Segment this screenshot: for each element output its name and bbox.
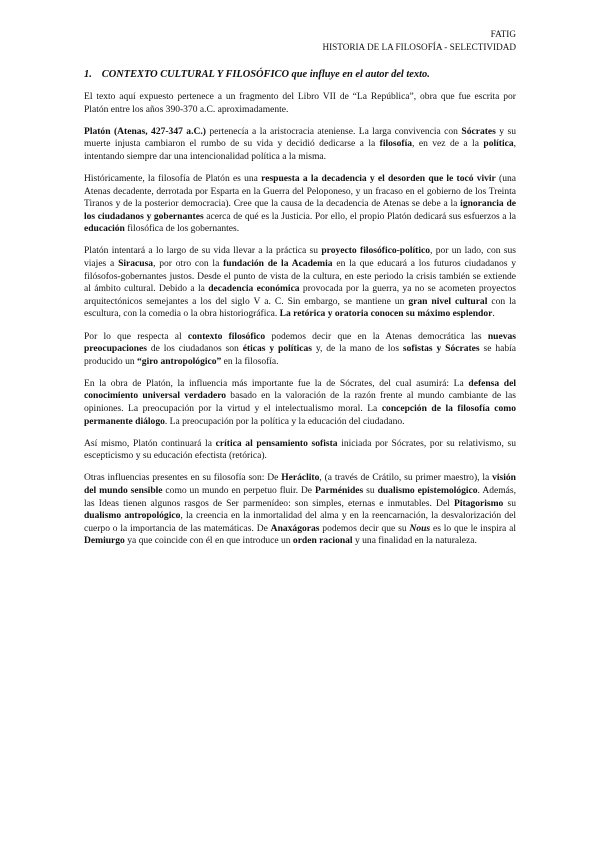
text: como un mundo en perpetuo fluir. De — [162, 484, 315, 496]
text: , intentando siempre dar una intencionalidad política a la misma. — [84, 138, 517, 162]
bold-text: sofistas y Sócrates — [402, 343, 480, 355]
bold-text: Demiurgo — [84, 535, 125, 547]
bold-text: dualismo antropológico — [84, 510, 181, 522]
paragraph-historical — [84, 173, 516, 236]
header-course: HISTORIA DE LA FILOSOFÍA - SELECTIVIDAD — [322, 42, 516, 52]
text: ya que coincide con él en que introduce un — [124, 535, 293, 547]
text: basado en la valoración de la razón frente al mundo cambiante de las opiniones. La preocupación por la virtud y el intelectualismo moral. La — [84, 390, 516, 414]
bold-text: decadencia económica — [208, 283, 300, 295]
bold-italic-text: Nous — [409, 522, 431, 534]
text: y una finalidad en la naturaleza. — [352, 535, 477, 547]
paragraph-intro — [84, 91, 516, 116]
text: en la que educará a los futuros ciudadanos y filósofos-gobernantes justos. Desde el punto de vista de la cultura, en este periodo la crisis también se extiende al ámbito cultural. Debido a la — [84, 258, 517, 295]
bold-text: proyecto filosófico-político — [321, 245, 431, 257]
text: su — [363, 484, 378, 496]
paragraph-sophist-critique — [84, 438, 516, 463]
bold-text: Platón (Atenas, 427-347 a.C.) — [84, 125, 206, 137]
bold-text: contexto filosófico — [187, 330, 266, 342]
bold-text: respuesta a la decadencia y el desorden que le tocó vivir — [261, 172, 496, 184]
text: provocada por la guerra, ya no se acometen proyectos arquitectónicos semejantes a los del siglo V a. C. Sin embargo, se mantiene un — [84, 283, 516, 307]
bold-text: fundación de la Academia — [223, 258, 333, 270]
bold-text: “giro antropológico” — [137, 355, 222, 367]
bold-text: Heráclito — [281, 472, 320, 484]
text: y, de la mano de los — [311, 343, 403, 355]
bold-text: concepción de la filosofía como permanente diálogo — [84, 402, 517, 427]
text: se había producido un — [84, 343, 517, 367]
page-header — [84, 28, 516, 54]
text: El texto aquí expuesto pertenece a un fragmento del Libro VII de “La República”, obra que fue escrita por Platón entre los años 390-370 a.C. aproximadamente. — [84, 91, 516, 115]
bold-text: nuevas preocupaciones — [84, 330, 516, 355]
bold-text: gran nivel cultural — [408, 295, 488, 307]
bold-text: visión del mundo sensible — [84, 472, 516, 496]
text: su — [503, 497, 516, 509]
section-title — [84, 68, 516, 82]
text: es lo que le inspira al — [430, 522, 517, 534]
paragraph-project — [84, 245, 516, 321]
text: Históricamente, la filosofía de Platón es una — [84, 172, 262, 184]
text: , por otro con la — [153, 258, 224, 270]
text: En la obra de Platón, la influencia más importante fue la de Sócrates, del cual asumirá: La — [84, 377, 469, 389]
text: (una Atenas decadente, derrotada por Esparta en la Guerra del Peloponeso, y un fracaso en el gobierno de los Treinta Tiranos y de la posterior democracia). Cree que la causa de la decadencia de Atenas se debe a la — [84, 172, 516, 210]
text: podemos decir que en la Atenas democrática las — [265, 330, 488, 342]
bold-text: Parménides — [314, 484, 364, 496]
bold-text: Anaxágoras — [270, 522, 320, 534]
text: Platón intentará a lo largo de su vida llevar a la práctica su — [84, 245, 322, 257]
bold-text: Sócrates — [461, 125, 496, 137]
bold-text: dualismo epistemológico — [377, 484, 478, 496]
text: iniciada por Sócrates, por su relativismo, su escepticismo y su educación efectista (retórica). — [84, 437, 517, 462]
text: pertenecía a la aristocracia ateniense. La larga convivencia con — [205, 125, 462, 137]
text: . — [492, 308, 495, 320]
bold-text: ignorancia de los ciudadanos y gobernantes — [84, 198, 516, 222]
bold-text: Pitagorismo — [454, 497, 504, 509]
paragraph-other-influences — [84, 472, 516, 548]
bold-text: éticas y políticas — [242, 343, 312, 355]
text: Así mismo, Platón continuará la — [84, 437, 216, 449]
text: . Además, las Ideas tienen algunos rasgos de Ser parmenídeo: son simples, eternas e inmutables. Del — [84, 484, 516, 509]
text: Otras influencias presentes en su filosofía son: De — [84, 472, 282, 484]
text: , (a través de Crátilo, su primer maestro), la — [319, 472, 493, 484]
text: filosófica de los gobernantes. — [124, 223, 240, 235]
text: de los ciudadanos son — [146, 343, 243, 355]
section-heading: CONTEXTO CULTURAL Y FILOSÓFICO que influye en el autor del texto. — [101, 69, 430, 80]
bold-text: La retórica y oratoria conocen su máximo esplendor — [279, 308, 493, 320]
paragraph-philosophical-context — [84, 331, 516, 369]
bold-text: crítica al pensamiento sofista — [215, 437, 338, 449]
text: podemos decir que su — [319, 522, 410, 534]
text: . La preocupación por la política y la educación del ciudadano. — [164, 415, 405, 427]
text: con la escultura, con la comedia o la obra historiográfica. — [84, 295, 517, 320]
text: en la filosofía. — [221, 355, 279, 367]
bold-text: política — [483, 138, 514, 150]
bold-text: filosofía — [379, 138, 413, 150]
section-number: 1. — [84, 69, 92, 80]
text: , la creencia en la inmortalidad del alma y en la reencarnación, la desvalorización del cuerpo o la importancia de las matemáticas. De — [84, 510, 516, 534]
header-author: FATIG — [490, 29, 516, 39]
bold-text: orden racional — [292, 535, 353, 547]
bold-text: educación — [84, 223, 125, 235]
paragraph-plato-bio — [84, 126, 516, 164]
text: acerca de qué es la Justicia. Por ello, el propio Platón dedicará sus esfuerzos a la — [203, 210, 516, 222]
paragraph-socrates-influence — [84, 378, 516, 428]
bold-text: defensa del conocimiento universal verdadero — [84, 377, 516, 402]
bold-text: Siracusa — [118, 258, 154, 270]
text: , en vez de a la — [412, 138, 484, 150]
text: y su muerte injusta cambiaron el rumbo de su vida y decidió dedicarse a la — [84, 125, 516, 150]
text: Por lo que respecta al — [84, 330, 188, 342]
text: , por un lado, con sus viajes a — [84, 245, 517, 270]
